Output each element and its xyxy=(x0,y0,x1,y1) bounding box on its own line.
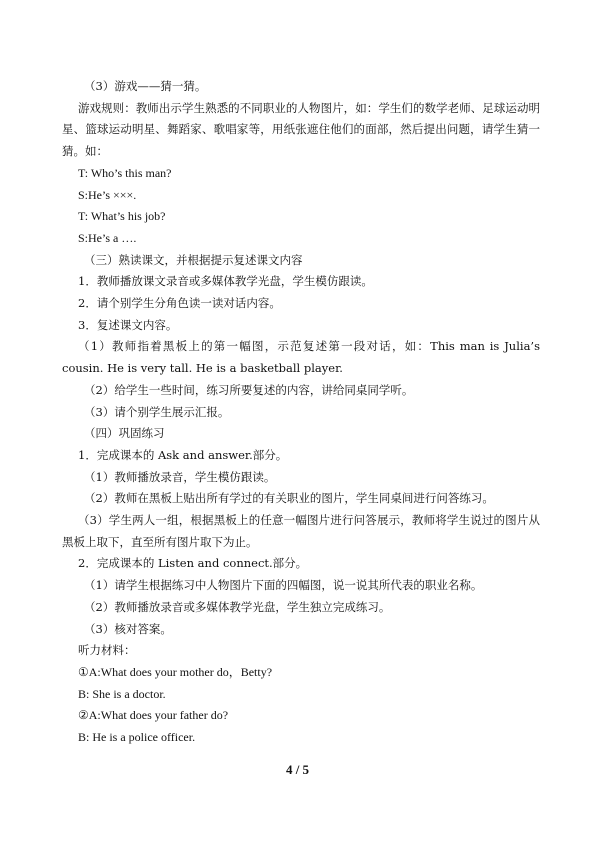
text-line: （2）教师在黑板上贴出所有学过的有关职业的图片，学生同桌间进行问答练习。 xyxy=(84,491,494,506)
text-line: S:He’s a …. xyxy=(78,230,137,245)
text-line: （3）学生两人一组，根据黑板上的任意一幅图片进行问答展示，教师将学生说过的图片从黑板上取下，直至所有图片取下为止。 xyxy=(62,513,540,549)
text-line: （3）游戏——猜一猜。 xyxy=(84,79,207,93)
text-line: 听力材料： xyxy=(78,643,136,658)
page-number: 4 / 5 xyxy=(285,762,310,777)
text-line: 1．完成课本的 Ask and answer.部分。 xyxy=(78,447,288,462)
text-line: 1．教师播放课文录音或多媒体教学光盘，学生模仿跟读。 xyxy=(78,274,373,289)
text-line: （1）教师指着黑板上的第一幅图，示范复述第一段对话，如：This man is Julia’s cousin. He is very tall. He is a basketball player. xyxy=(62,339,540,376)
text-line: （1）请学生根据练习中人物图片下面的四幅图，说一说其所代表的职业名称。 xyxy=(84,578,483,593)
text-line: （3）核对答案。 xyxy=(84,621,172,636)
document-body xyxy=(62,76,540,749)
text-line: B: He is a police officer. xyxy=(78,730,196,745)
text-line: ①A:What does your mother do，Betty? xyxy=(78,664,273,679)
text-line: B: She is a doctor. xyxy=(78,686,166,701)
text-line: 2．完成课本的 Listen and connect.部分。 xyxy=(78,556,308,571)
text-line: T: What’s his job? xyxy=(78,209,166,224)
text-line: S:He’s ×××. xyxy=(78,187,137,202)
text-line: （三）熟读课文，并根据提示复述课文内容 xyxy=(84,252,303,267)
text-line: （1）教师播放录音，学生模仿跟读。 xyxy=(84,469,276,484)
text-line: 游戏规则：教师出示学生熟悉的不同职业的人物图片，如：学生们的数学老师、足球运动明星、篮球运动明星、舞蹈家、歌唱家等，用纸张遮住他们的面部，然后提出问题，请学生猜一猜。如： xyxy=(62,100,540,159)
text-line: 3．复述课文内容。 xyxy=(78,317,178,332)
text-line: （四）巩固练习 xyxy=(84,426,165,441)
text-line: （2）教师播放录音或多媒体教学光盘，学生独立完成练习。 xyxy=(84,599,391,614)
text-line: （2）给学生一些时间，练习所要复述的内容，讲给同桌同学听。 xyxy=(84,382,414,397)
text-line: 2．请个别学生分角色读一读对话内容。 xyxy=(78,296,281,311)
text-line: （3）请个别学生展示汇报。 xyxy=(84,404,230,419)
text-line: T: Who’s this man? xyxy=(78,165,172,180)
text-line: ②A:What does your father do? xyxy=(78,708,229,723)
